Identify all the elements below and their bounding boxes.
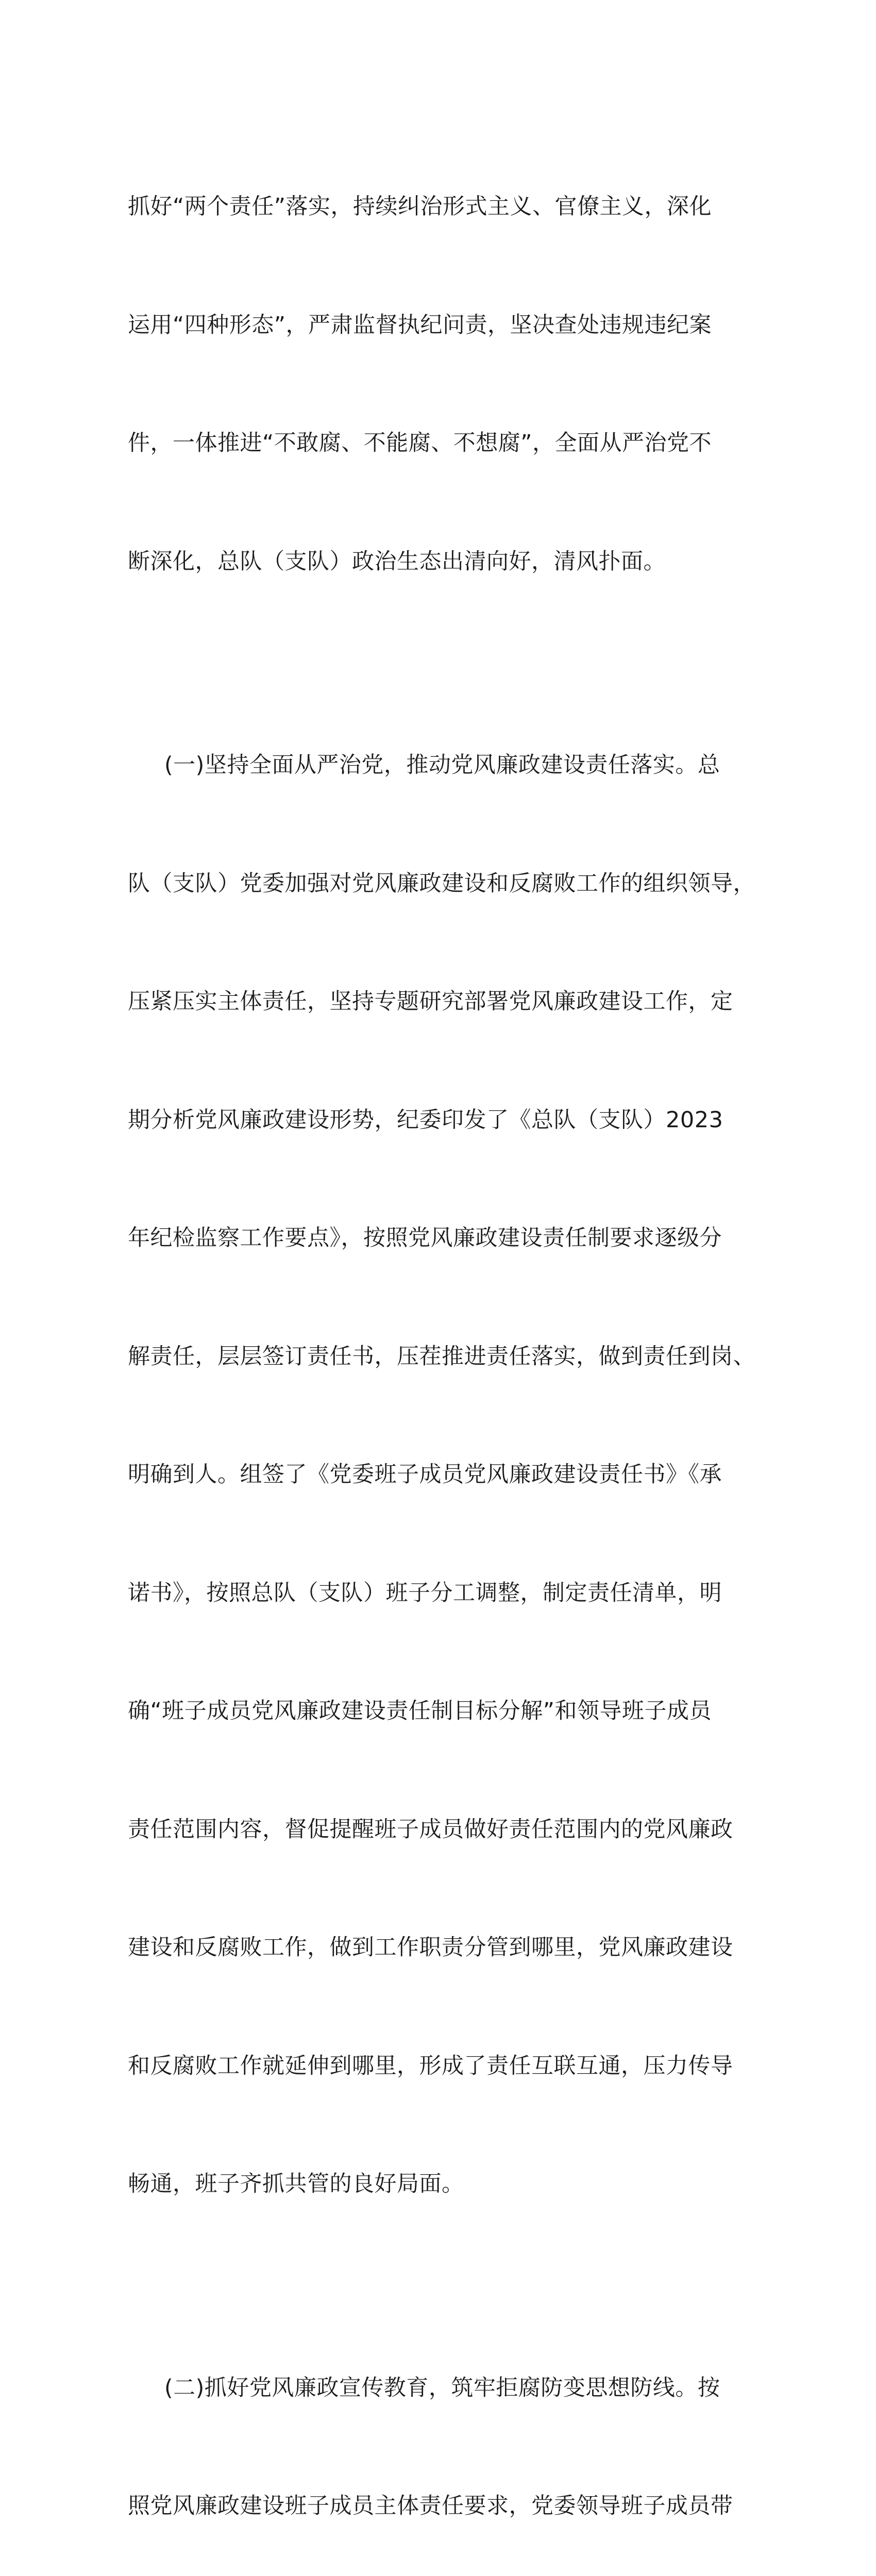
- text-line: 运用“四种形态”，严肃监督执纪问责，坚决查处违规违纪案: [128, 306, 746, 345]
- text-line: 确“班子成员党风廉政建设责任制目标分解”和领导班子成员: [128, 1691, 746, 1731]
- text-line: (二)抓好党风廉政宣传教育，筑牢拒腐防变思想防线。按: [128, 2368, 746, 2408]
- text-line: 压紧压实主体责任，坚持专题研究部署党风廉政建设工作，定: [128, 982, 746, 1022]
- text-line: 照党风廉政建设班子成员主体责任要求，党委领导班子成员带: [128, 2486, 746, 2526]
- text-line: 期分析党风廉政建设形势，纪委印发了《总队（支队）2023: [128, 1100, 746, 1140]
- text-line: 件，一体推进“不敢腐、不能腐、不想腐”，全面从严治党不: [128, 423, 746, 463]
- text-line: 明确到人。组签了《党委班子成员党风廉政建设责任书》《承: [128, 1455, 746, 1495]
- text-line: 队（支队）党委加强对党风廉政建设和反腐败工作的组织领导，: [128, 864, 746, 904]
- text-line: 责任范围内容，督促提醒班子成员做好责任范围内的党风廉政: [128, 1810, 746, 1850]
- text-line: (一)坚持全面从严治党，推动党风廉政建设责任落实。总: [128, 745, 746, 785]
- paragraph-section-1: [128, 667, 746, 2283]
- text-line: 解责任，层层签订责任书，压茬推进责任落实，做到责任到岗、: [128, 1337, 746, 1377]
- text-line: 断深化，总队（支队）政治生态出清向好，清风扑面。: [128, 542, 746, 582]
- paragraph-gap: [128, 2283, 746, 2290]
- document-page: [0, 0, 876, 1133]
- body-text: [128, 108, 746, 2576]
- text-line: 和反腐败工作就延伸到哪里，形成了责任互联互通，压力传导: [128, 2046, 746, 2086]
- paragraph-section-2: [128, 2290, 746, 2576]
- text-line: 抓好“两个责任”落实，持续纠治形式主义、官僚主义，深化: [128, 187, 746, 227]
- paragraph-intro: [128, 108, 746, 660]
- paragraph-gap: [128, 660, 746, 667]
- text-line: 畅通，班子齐抓共管的良好局面。: [128, 2164, 746, 2204]
- text-line: 年纪检监察工作要点》，按照党风廉政建设责任制要求逐级分: [128, 1218, 746, 1258]
- text-line: 诺书》，按照总队（支队）班子分工调整，制定责任清单，明: [128, 1573, 746, 1613]
- text-line: 建设和反腐败工作，做到工作职责分管到哪里，党风廉政建设: [128, 1928, 746, 1968]
